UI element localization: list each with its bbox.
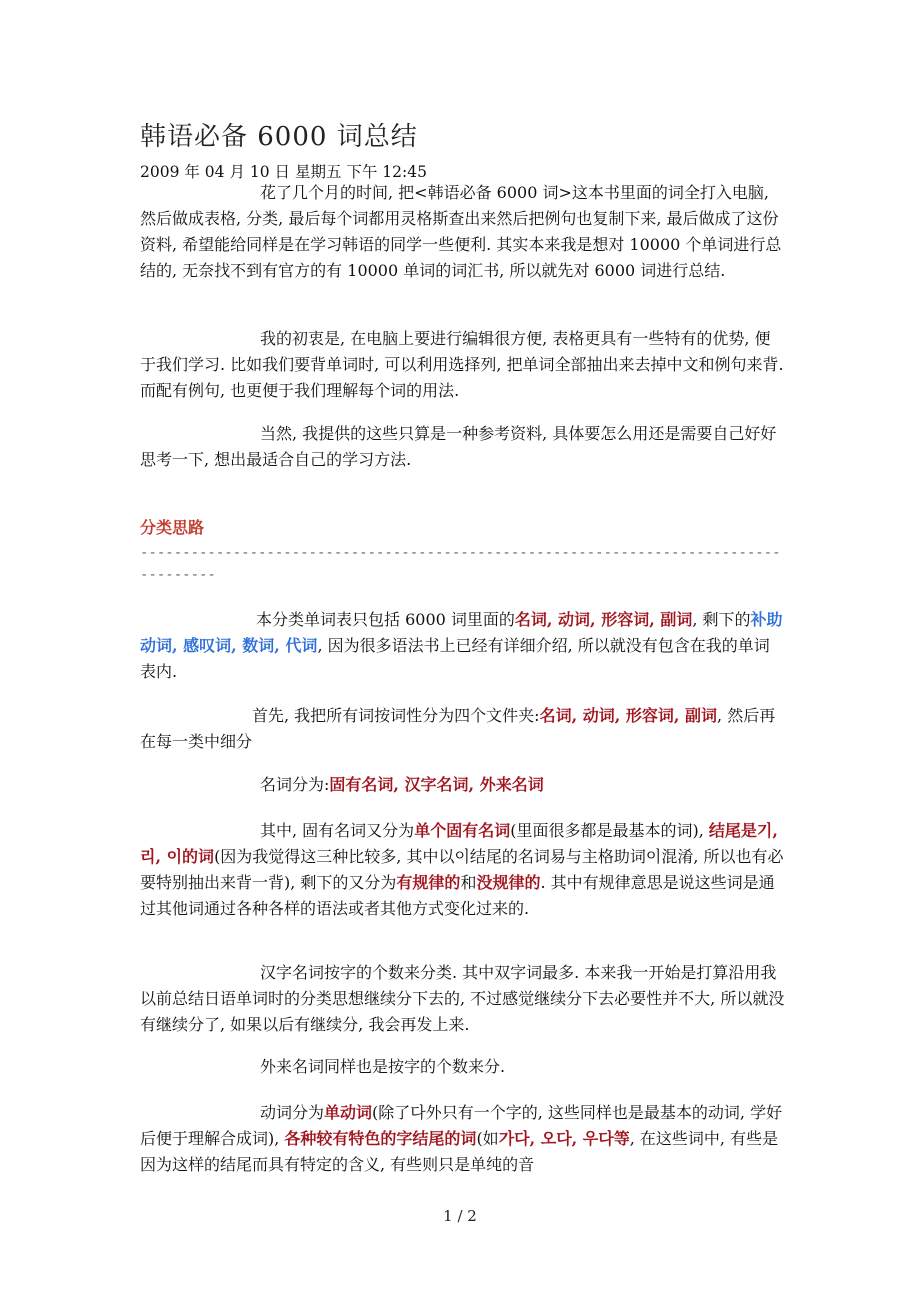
p7-highlight-single-verb: 单动词 [324,1103,373,1122]
page-number: 1 / 2 [443,1207,477,1225]
p4-text-g: 和 [460,873,477,892]
p7-text-c: (除了다外只有一个字的, 这些同样也是最基本的动词, 学好后便于理解合成词), [140,1103,783,1148]
p1-text-a: 本分类单词表只包括 6000 词里面的 [256,610,515,629]
p4-text-c: (里面很多都是最基本的词), [510,821,709,840]
classification-paragraph-3 [140,772,785,798]
classification-paragraph-6: 外来名词同样也是按字的个数来分. [260,1057,506,1076]
intro-paragraph-1: 花了几个月的时间, 把<韩语必备 6000 词>这本书里面的词全打入电脑, 然后做成表格, 分类, 最后每个词都用灵格斯查出来然后把例句也复制下来, 最后做成了这份资料, 希望能给同样是在学习韩语的同学一些便利. 其实本来我是想对 10000 个单词进行总结的, 无奈找不到有官方的有 10000 单词的词汇书, 所以就先对 6000 词进行总结. [140,183,782,280]
p4-highlight-regular: 有规律的 [396,873,461,892]
p3-highlight-noun-types: 固有名词, 汉字名词, 外来名词 [329,775,544,794]
p1-text-c: , 剩下的 [692,610,751,629]
section-title: 分类思路 [140,518,205,537]
date-line: 2009 年 04 月 10 日 星期五 下午 12:45 [140,163,427,181]
p4-text-e: (因为我觉得这三种比较多, 其中以이结尾的名词易与主格助词이混淆, 所以也有必要特别抽出来背一背), 剩下的又分为 [140,847,784,892]
p7-highlight-examples: 가다, 오다, 우다等 [498,1129,630,1148]
classification-paragraph-1 [140,607,785,685]
p7-text-a: 动词分为 [260,1103,325,1122]
p7-text-e: (如 [476,1129,499,1148]
classification-paragraph-5: 汉字名词按字的个数来分类. 其中双字词最多. 本来我一开始是打算沿用我以前总结日语单词时的分类思想继续分下去的, 不过感觉继续分下去必要性并不大, 所以就没有继续分了, 如果以后有继续分, 我会再发上来. [140,963,785,1034]
classification-paragraph-4 [140,818,785,922]
p2-text-c: , 然后再在每一类中细分 [140,706,776,751]
p7-text-g: , 在这些词中, 有些是因为这样的结尾而具有特定的含义, 有些则只是单纯的音 [140,1129,779,1174]
p1-text-e: , 因为很多语法书上已经有详细介绍, 所以就没有包含在我的单词表内. [140,636,770,681]
classification-paragraph-2 [140,703,785,755]
document-title: 韩语必备 6000 词总结 [140,122,418,152]
classification-paragraph-7 [140,1100,785,1178]
section-divider: ------------------------------------------------------------------------------------- [140,545,781,583]
p4-text-i: . 其中有规律意思是说这些词是通过其他词通过各种各样的语法或者其他方式变化过来的. [140,873,775,918]
p2-text-a: 首先, 我把所有词按词性分为四个文件夹: [252,706,540,725]
p2-highlight-folders: 名词, 动词, 形容词, 副词 [539,706,718,725]
p7-highlight-endings: 各种较有特色的字结尾的词 [284,1129,477,1148]
p4-highlight-single: 单个固有名词 [414,821,511,840]
p4-highlight-irregular: 没规律的 [476,873,541,892]
p4-text-a: 其中, 固有名词又分为 [260,821,415,840]
intro-paragraph-2: 我的初衷是, 在电脑上要进行编辑很方便, 表格更具有一些特有的优势, 便于我们学习. 比如我们要背单词时, 可以利用选择列, 把单词全部抽出来去掉中文和例句来背. 而配有例句, 也更便于我们理解每个词的用法. [140,329,784,400]
intro-paragraph-3: 当然, 我提供的这些只算是一种参考资料, 具体要怎么用还是需要自己好好思考一下, 想出最适合自己的学习方法. [140,424,777,469]
p3-text-a: 名词分为: [260,775,330,794]
p1-highlight-pos: 名词, 动词, 形容词, 副词 [514,610,693,629]
p1-highlight-other-pos: 补助动词, 感叹词, 数词, 代词 [140,610,783,655]
p4-highlight-endings: 结尾是기, 리, 이的词 [140,821,778,866]
